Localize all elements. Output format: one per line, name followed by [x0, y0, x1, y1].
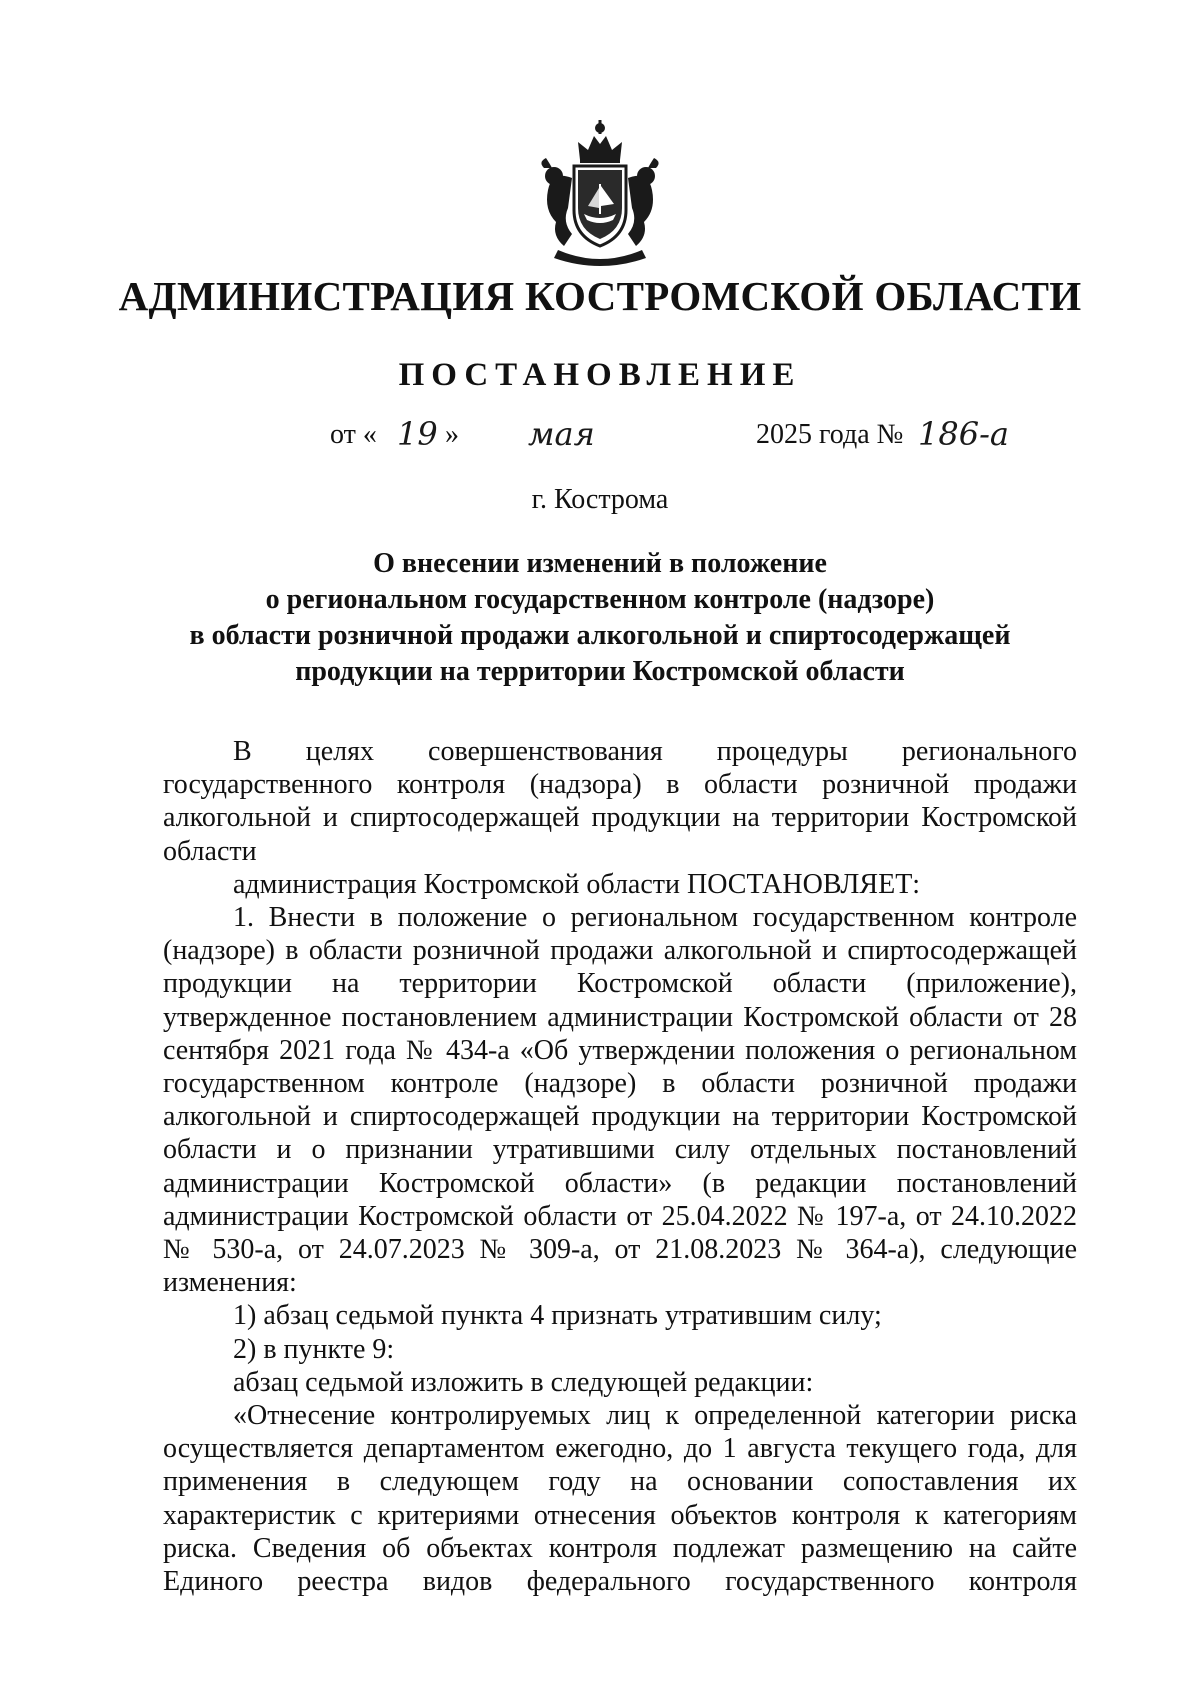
document-body	[163, 735, 1077, 1598]
subject-line: о региональном государственном контроле (надзоре)	[265, 584, 935, 615]
subject-line: О внесении изменений в положение	[373, 548, 827, 579]
date-month: мая	[528, 415, 595, 453]
date-suffix: »	[445, 419, 459, 450]
date-line	[0, 415, 1200, 465]
document-subject	[150, 546, 1050, 690]
document-number: 186-а	[918, 415, 1009, 453]
date-day: 19	[397, 415, 438, 453]
subject-line: в области розничной продажи алкогольной и спиртосодержащей	[189, 620, 1011, 651]
subject-line: продукции на территории Костромской области	[295, 656, 905, 687]
body-paragraph: 1. Внести в положение о региональном государственном контроле (надзоре) в области розничной продажи алкогольной и спиртосодержащей продукции на территории Костромской области (приложение), утвержденное постановлением администрации Костромской области от 28 сентября 2021 года № 434-а «Об утверждении положения о региональном государственном контроле (надзоре) в области розничной продажи алкогольной и спиртосодержащей продукции на территории Костромской области и о признании утратившими силу отдельных постановлений администрации Костромской области» (в редакции постановлений администрации Костромской области от 25.04.2022 № 197-а, от 24.10.2022 № 530-а, от 24.07.2023 № 309-а, от 21.08.2023 № 364-а), следующие изменения:	[163, 902, 1077, 1299]
body-paragraph: В целях совершенствования процедуры регионального государственного контроля (надзора) в области розничной продажи алкогольной и спиртосодержащей продукции на территории Костромской области	[163, 736, 1077, 867]
body-paragraph: администрация Костромской области ПОСТАНОВЛЯЕТ:	[233, 868, 921, 900]
body-paragraph: «Отнесение контролируемых лиц к определенной категории риска осуществляется департаментом ежегодно, до 1 августа текущего года, для применения в следующем году на основании сопоставления их характеристик с критериями отнесения объектов контроля к категориям риска. Сведения об объектах контроля подлежат размещению на сайте Единого реестра видов федерального государственного контроля	[163, 1400, 1077, 1598]
body-paragraph: абзац седьмой изложить в следующей редакции:	[233, 1366, 814, 1398]
coat-of-arms-icon	[530, 118, 670, 268]
body-paragraph: 1) абзац седьмой пункта 4 признать утратившим силу;	[233, 1300, 882, 1332]
date-year: 2025 года №	[756, 419, 904, 450]
date-prefix: от «	[330, 419, 377, 450]
document-type: ПОСТАНОВЛЕНИЕ	[398, 357, 802, 393]
body-paragraph: 2) в пункте 9:	[233, 1333, 395, 1365]
organization-title: АДМИНИСТРАЦИЯ КОСТРОМСКОЙ ОБЛАСТИ	[118, 273, 1082, 319]
city: г. Кострома	[531, 484, 669, 515]
